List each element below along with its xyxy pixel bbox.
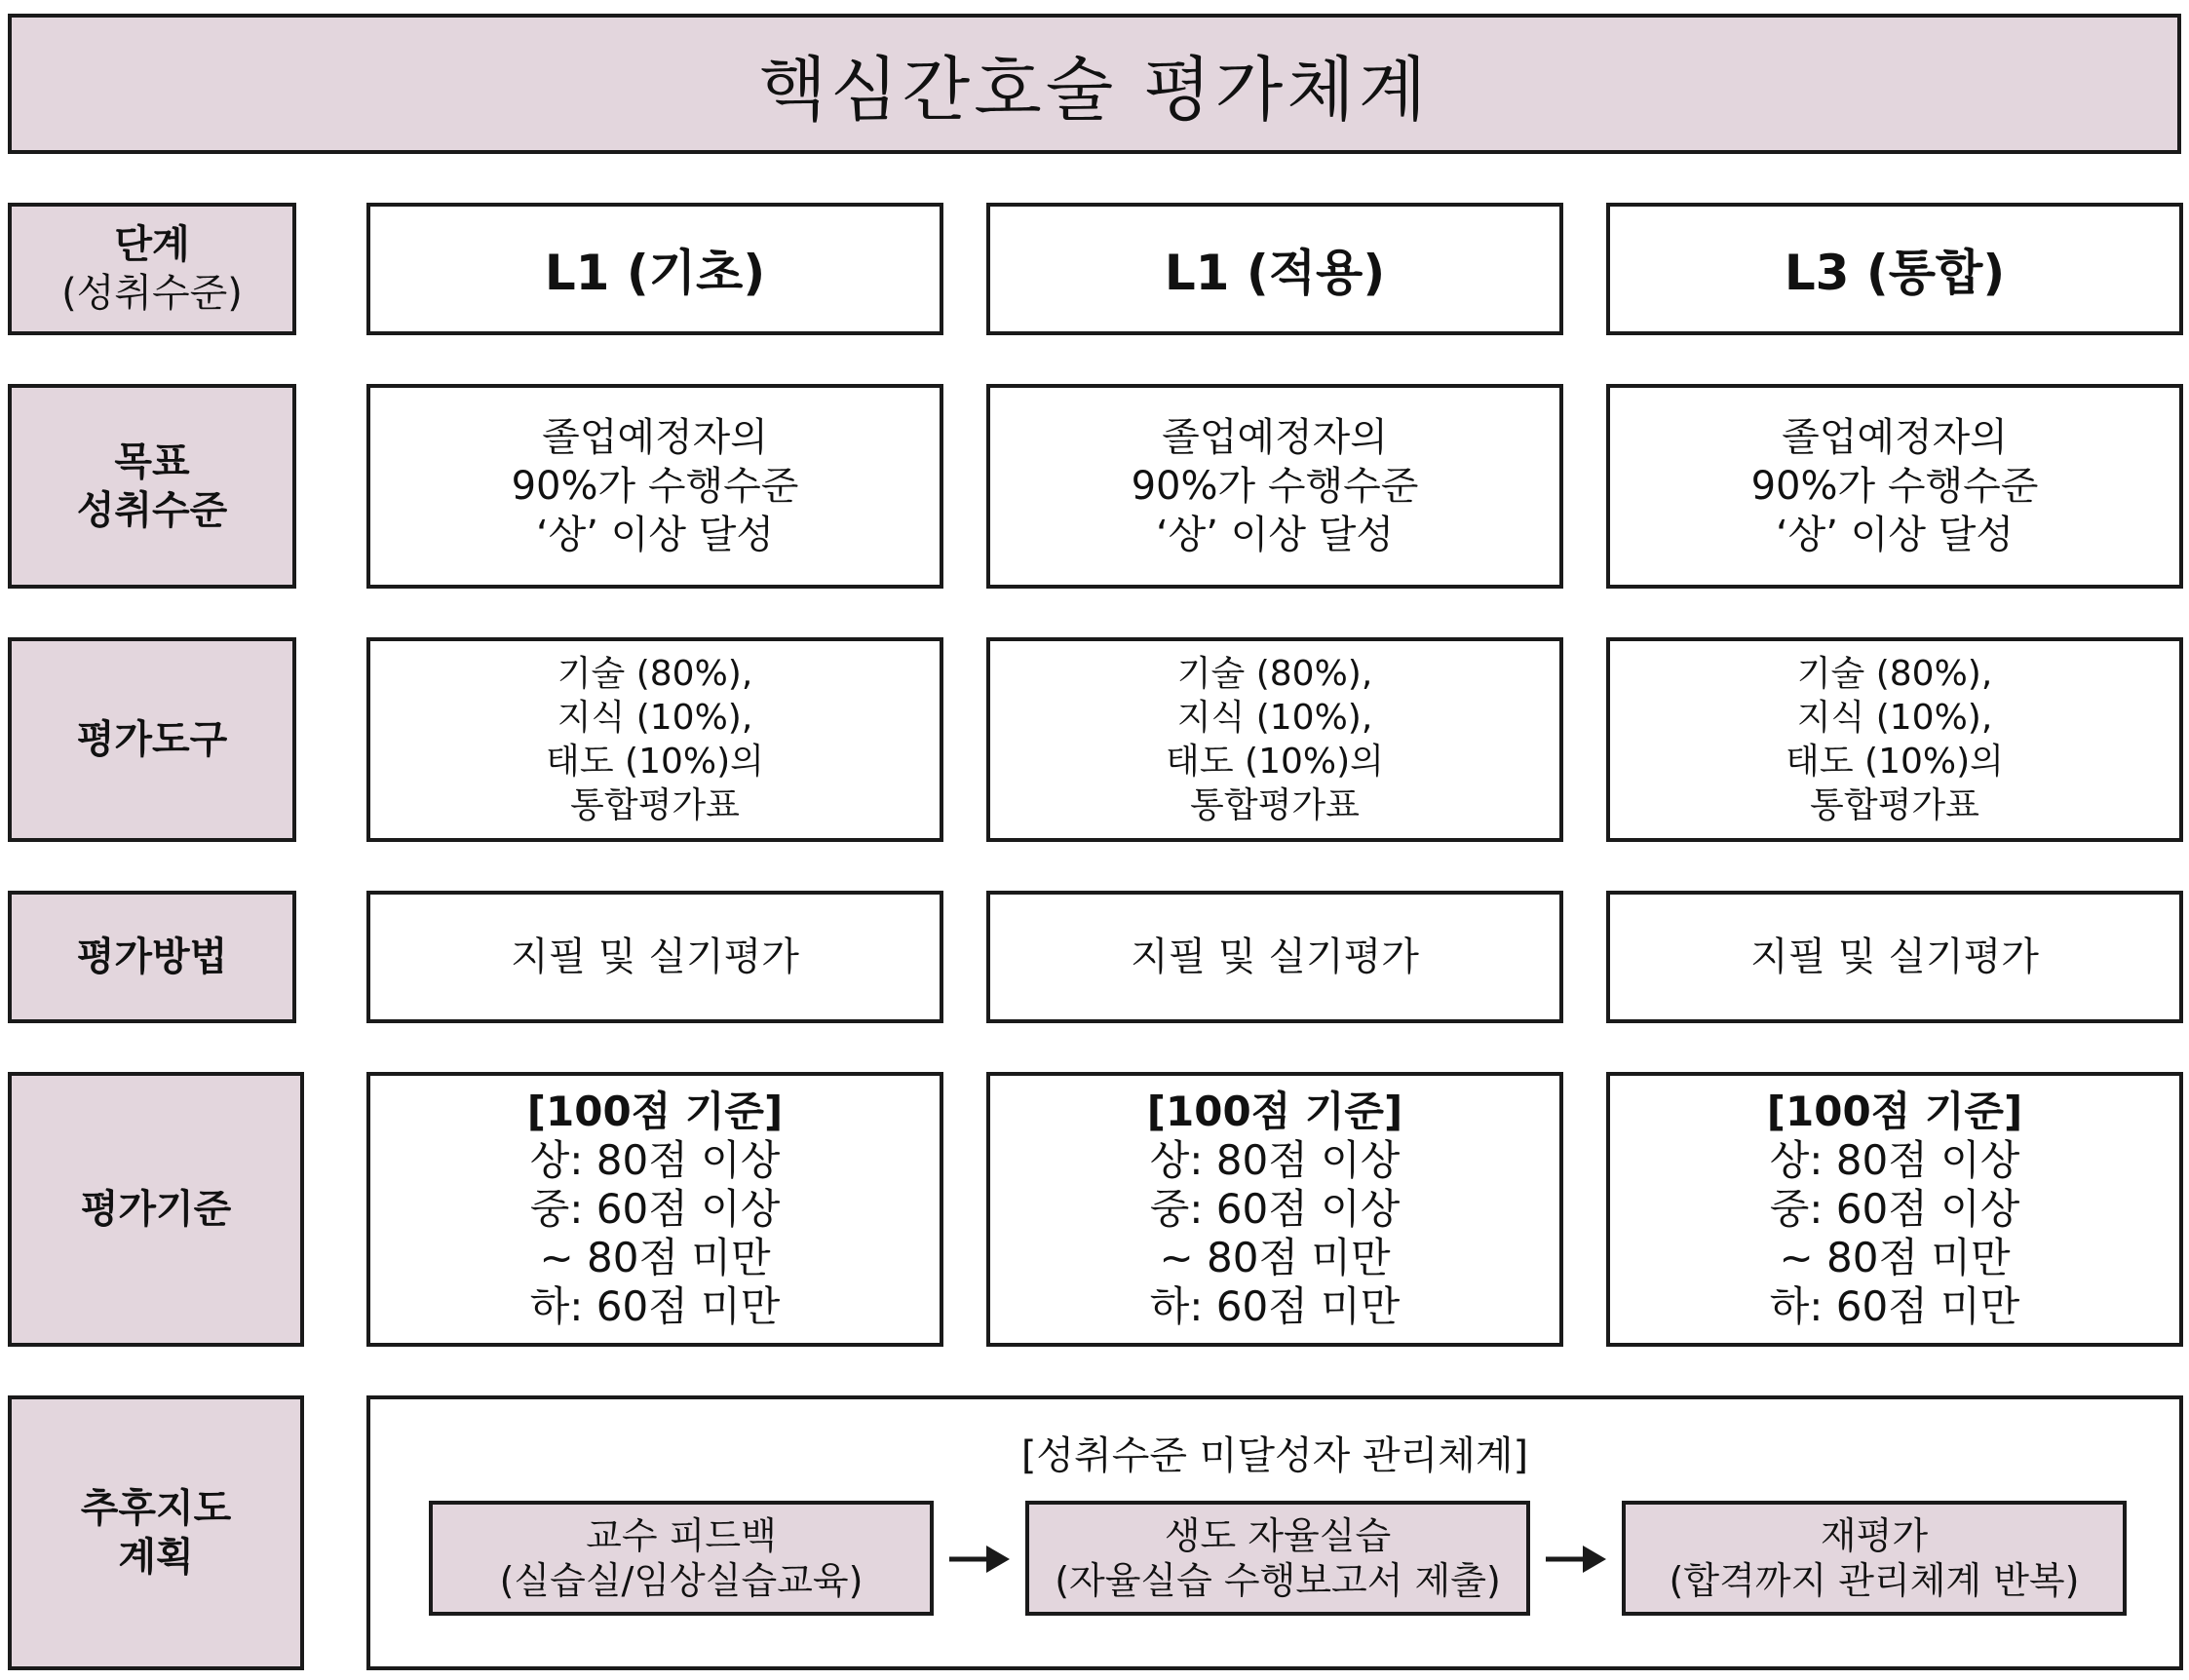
- criteria-line: [100점 기준]: [526, 1088, 784, 1135]
- criteria-line: 중: 60점 이상: [1149, 1185, 1401, 1233]
- row-label-text: 추후지도: [80, 1486, 232, 1531]
- row-label-criteria: [8, 1072, 304, 1347]
- followup-title: [성취수준 미달성자 관리체계]: [1020, 1433, 1529, 1478]
- criteria-line: 상: 80점 이상: [1769, 1136, 2020, 1184]
- tool-cell: [986, 637, 1563, 842]
- level-header: [1606, 203, 2183, 335]
- step-line: 재평가: [1820, 1514, 1929, 1557]
- row-label-stage: [8, 203, 296, 335]
- criteria-line: 중: 60점 이상: [1769, 1185, 2020, 1233]
- step-line: 생도 자율실습: [1164, 1514, 1392, 1557]
- goal-line: 졸업예정자의: [1162, 415, 1388, 460]
- tool-line: 태도 (10%)의: [1786, 742, 2004, 782]
- criteria-line: ~ 80점 미만: [539, 1234, 771, 1281]
- row-label-text: (성취수준): [61, 271, 243, 316]
- criteria-line: ~ 80점 미만: [1159, 1234, 1391, 1281]
- tool-line: 지식 (10%),: [1176, 698, 1373, 738]
- criteria-line: 하: 60점 미만: [529, 1282, 781, 1330]
- row-label-method: [8, 891, 296, 1023]
- criteria-cell: [366, 1072, 943, 1347]
- criteria-line: [100점 기준]: [1766, 1088, 2023, 1135]
- row-label-text: 평가방법: [76, 935, 228, 979]
- row-label-text: 평가기준: [80, 1187, 232, 1232]
- step-line: (합격까지 관리체계 반복): [1669, 1559, 2080, 1602]
- tool-line: 통합평가표: [570, 785, 740, 825]
- row-label-text: 성취수준: [76, 488, 228, 533]
- level-header: [366, 203, 943, 335]
- arrow-right-icon: [1544, 1540, 1608, 1579]
- criteria-line: 상: 80점 이상: [1149, 1136, 1401, 1184]
- tool-line: 통합평가표: [1810, 785, 1979, 825]
- level-name: L1 (적용): [1164, 245, 1386, 301]
- level-name: L1 (기초): [544, 245, 766, 301]
- method-cell: [986, 891, 1563, 1023]
- row-label-goal: [8, 384, 296, 589]
- row-label-text: 단계: [114, 222, 190, 267]
- method-text: 지필 및 실기평가: [1750, 935, 2039, 979]
- level-name: L3 (통합): [1784, 245, 2006, 301]
- goal-line: 졸업예정자의: [542, 415, 768, 460]
- tool-line: 기술 (80%),: [557, 654, 753, 694]
- followup-step: [429, 1501, 934, 1616]
- goal-cell: [1606, 384, 2183, 589]
- row-label-text: 계획: [118, 1535, 194, 1580]
- goal-line: ‘상’ 이상 달성: [1775, 513, 2015, 557]
- criteria-cell: [1606, 1072, 2183, 1347]
- goal-line: ‘상’ 이상 달성: [535, 513, 775, 557]
- method-cell: [366, 891, 943, 1023]
- followup-step: [1622, 1501, 2127, 1616]
- goal-line: 90%가 수행수준: [511, 464, 799, 509]
- criteria-line: ~ 80점 미만: [1779, 1234, 2011, 1281]
- tool-line: 통합평가표: [1190, 785, 1360, 825]
- tool-line: 기술 (80%),: [1796, 654, 1993, 694]
- criteria-line: 하: 60점 미만: [1769, 1282, 2020, 1330]
- method-text: 지필 및 실기평가: [511, 935, 799, 979]
- arrow-right-icon: [947, 1540, 1012, 1579]
- method-cell: [1606, 891, 2183, 1023]
- criteria-line: 중: 60점 이상: [529, 1185, 781, 1233]
- criteria-line: 상: 80점 이상: [529, 1136, 781, 1184]
- goal-line: ‘상’ 이상 달성: [1155, 513, 1395, 557]
- criteria-line: 하: 60점 미만: [1149, 1282, 1401, 1330]
- tool-line: 지식 (10%),: [557, 698, 753, 738]
- followup-step: [1025, 1501, 1530, 1616]
- step-line: 교수 피드백: [586, 1514, 777, 1557]
- row-label-text: 평가도구: [76, 717, 228, 762]
- criteria-cell: [986, 1072, 1563, 1347]
- row-label-tool: [8, 637, 296, 842]
- step-line: (자율실습 수행보고서 제출): [1055, 1559, 1501, 1602]
- diagram-title-text: 핵심간호술 평가체계: [758, 49, 1431, 131]
- tool-line: 지식 (10%),: [1796, 698, 1993, 738]
- row-label-followup: [8, 1395, 304, 1670]
- goal-line: 90%가 수행수준: [1131, 464, 1419, 509]
- tool-line: 태도 (10%)의: [1166, 742, 1384, 782]
- tool-cell: [366, 637, 943, 842]
- method-text: 지필 및 실기평가: [1131, 935, 1419, 979]
- goal-line: 90%가 수행수준: [1750, 464, 2039, 509]
- diagram-title: [8, 14, 2181, 154]
- tool-line: 태도 (10%)의: [546, 742, 764, 782]
- tool-line: 기술 (80%),: [1176, 654, 1373, 694]
- step-line: (실습실/임상실습교육): [499, 1559, 864, 1602]
- criteria-line: [100점 기준]: [1146, 1088, 1403, 1135]
- row-label-text: 목표: [114, 439, 190, 484]
- tool-cell: [1606, 637, 2183, 842]
- goal-cell: [986, 384, 1563, 589]
- goal-line: 졸업예정자의: [1782, 415, 2008, 460]
- level-header: [986, 203, 1563, 335]
- goal-cell: [366, 384, 943, 589]
